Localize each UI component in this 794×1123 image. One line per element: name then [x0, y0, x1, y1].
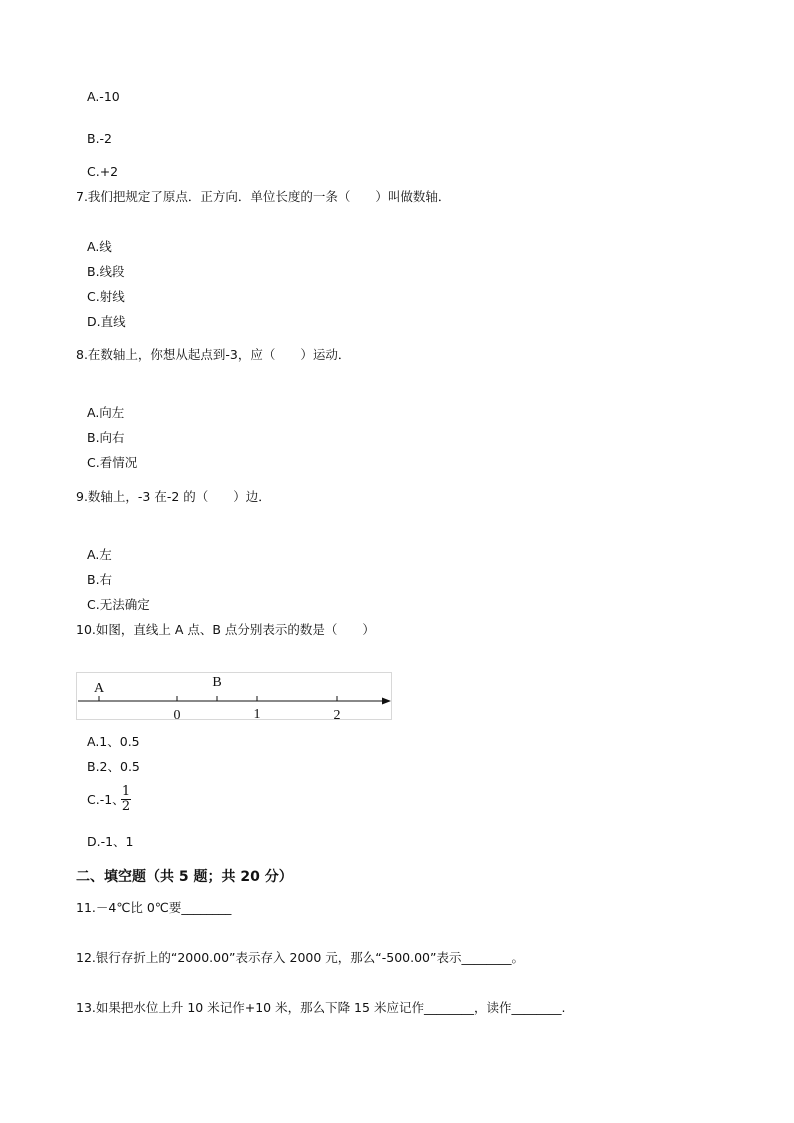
q6-option-c: C.+2: [87, 164, 119, 179]
q7-stem: 7.我们把规定了原点．正方向．单位长度的一条（ ）叫做数轴．: [76, 189, 451, 204]
section-heading-fill-in: 二、填空题（共 5 题；共 20 分）: [76, 869, 293, 885]
q9-option-b: B.右: [87, 572, 113, 587]
q11-stem: 11.－4℃比 0℃要________: [76, 900, 232, 915]
q7-option-d: D.直线: [87, 314, 126, 329]
fraction-numerator: 1: [121, 784, 131, 799]
point-label-a: A: [93, 681, 105, 696]
q6-option-b: B.-2: [87, 131, 113, 146]
number-line-arrowhead: [382, 698, 391, 705]
q10-option-a: A.1、0.5: [87, 734, 140, 749]
q8-stem: 8.在数轴上，你想从起点到-3，应（ ）运动．: [76, 347, 351, 362]
q8-option-b: B.向右: [87, 430, 125, 445]
tick-label-1: 1: [253, 707, 261, 722]
tick-label-0: 0: [173, 708, 181, 722]
q10-option-b: B.2、0.5: [87, 759, 140, 774]
q7-option-b: B.线段: [87, 264, 125, 279]
q7-option-c: C.射线: [87, 289, 125, 304]
tick-label-2: 2: [333, 708, 341, 722]
figure-frame: [77, 673, 392, 720]
q9-option-c: C.无法确定: [87, 597, 150, 612]
q9-stem: 9.数轴上，-3 在-2 的（ ）边．: [76, 489, 271, 504]
q8-option-a: A.向左: [87, 405, 125, 420]
q10-option-c: C.-1、: [87, 792, 125, 807]
q7-option-a: A.线: [87, 239, 112, 254]
q8-option-c: C.看情况: [87, 455, 138, 470]
q10-option-d: D.-1、1: [87, 834, 134, 849]
q10-stem: 10.如图，直线上 A 点、B 点分别表示的数是（ ）: [76, 622, 375, 637]
q6-option-a: A.-10: [87, 89, 120, 104]
fraction-denominator: 2: [121, 799, 131, 814]
point-label-b: B: [212, 675, 222, 690]
q9-option-a: A.左: [87, 547, 112, 562]
q13-stem: 13.如果把水位上升 10 米记作+10 米，那么下降 15 米应记作________，读作________.: [76, 1000, 566, 1015]
number-line-figure: [76, 672, 394, 722]
q12-stem: 12.银行存折上的“2000.00”表示存入 2000 元，那么“-500.00”表示________。: [76, 950, 524, 965]
